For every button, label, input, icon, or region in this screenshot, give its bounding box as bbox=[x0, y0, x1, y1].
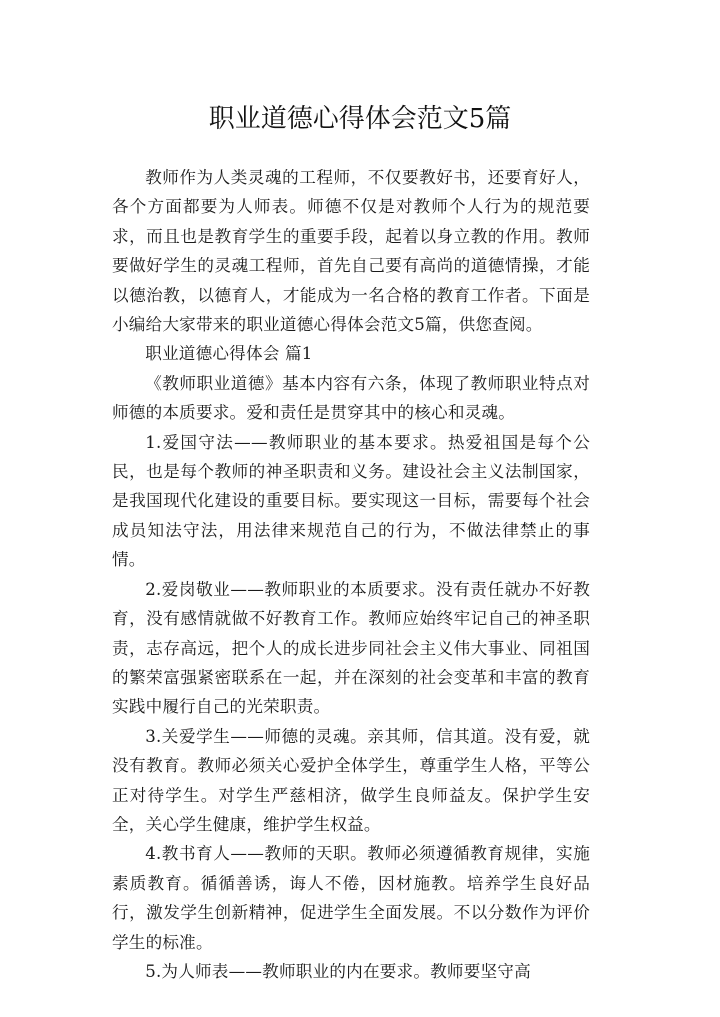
document-title: 职业道德心得体会范文5篇 bbox=[208, 104, 512, 134]
list-item-5: 5.为人师表——教师职业的内在要求。教师要坚守高 bbox=[145, 961, 531, 981]
intro-paragraph: 教师作为人类灵魂的工程师，不仅要教好书，还要育好人，各个方面都要为人师表。师德不仅是对教师个人行为的规范要求，而且也是教育学生的重要手段，起着以身立教的作用。教师要做好学生的灵魂工程师，首先自己要有高尚的道德情操，才能以德治教，以德育人，才能成为一名合格的教育工作者。下面是小编给大家带来的职业道德心得体会范文5篇，供您查阅。 bbox=[112, 168, 590, 335]
list-item-1: 1.爱国守法——教师职业的基本要求。热爱祖国是每个公民，也是每个教师的神圣职责和义务。建设社会主义法制国家，是我国现代化建设的重要目标。要实现这一目标，需要每个社会成员知法守法，用法律来规范自己的行为，不做法律禁止的事情。 bbox=[112, 432, 590, 570]
section-heading: 职业道德心得体会 篇1 bbox=[145, 344, 313, 364]
list-item-2: 2.爱岗敬业——教师职业的本质要求。没有责任就办不好教育，没有感情就做不好教育工作。教师应始终牢记自己的神圣职责，志存高远，把个人的成长进步同社会主义伟大事业、同祖国的繁荣富强紧密联系在一起，并在深刻的社会变革和丰富的教育实践中履行自己的光荣职责。 bbox=[112, 579, 590, 717]
list-item-4: 4.教书育人——教师的天职。教师必须遵循教育规律，实施素质教育。循循善诱，诲人不倦，因材施教。培养学生良好品行，激发学生创新精神，促进学生全面发展。不以分数作为评价学生的标准。 bbox=[112, 844, 590, 952]
document-body bbox=[112, 163, 590, 986]
body-paragraph: 《教师职业道德》基本内容有六条，体现了教师职业特点对师德的本质要求。爱和责任是贯穿其中的核心和灵魂。 bbox=[112, 373, 590, 423]
list-item-3: 3.关爱学生——师德的灵魂。亲其师，信其道。没有爱，就没有教育。教师必须关心爱护全体学生，尊重学生人格，平等公正对待学生。对学生严慈相济，做学生良师益友。保护学生安全，关心学生健康，维护学生权益。 bbox=[112, 726, 590, 834]
